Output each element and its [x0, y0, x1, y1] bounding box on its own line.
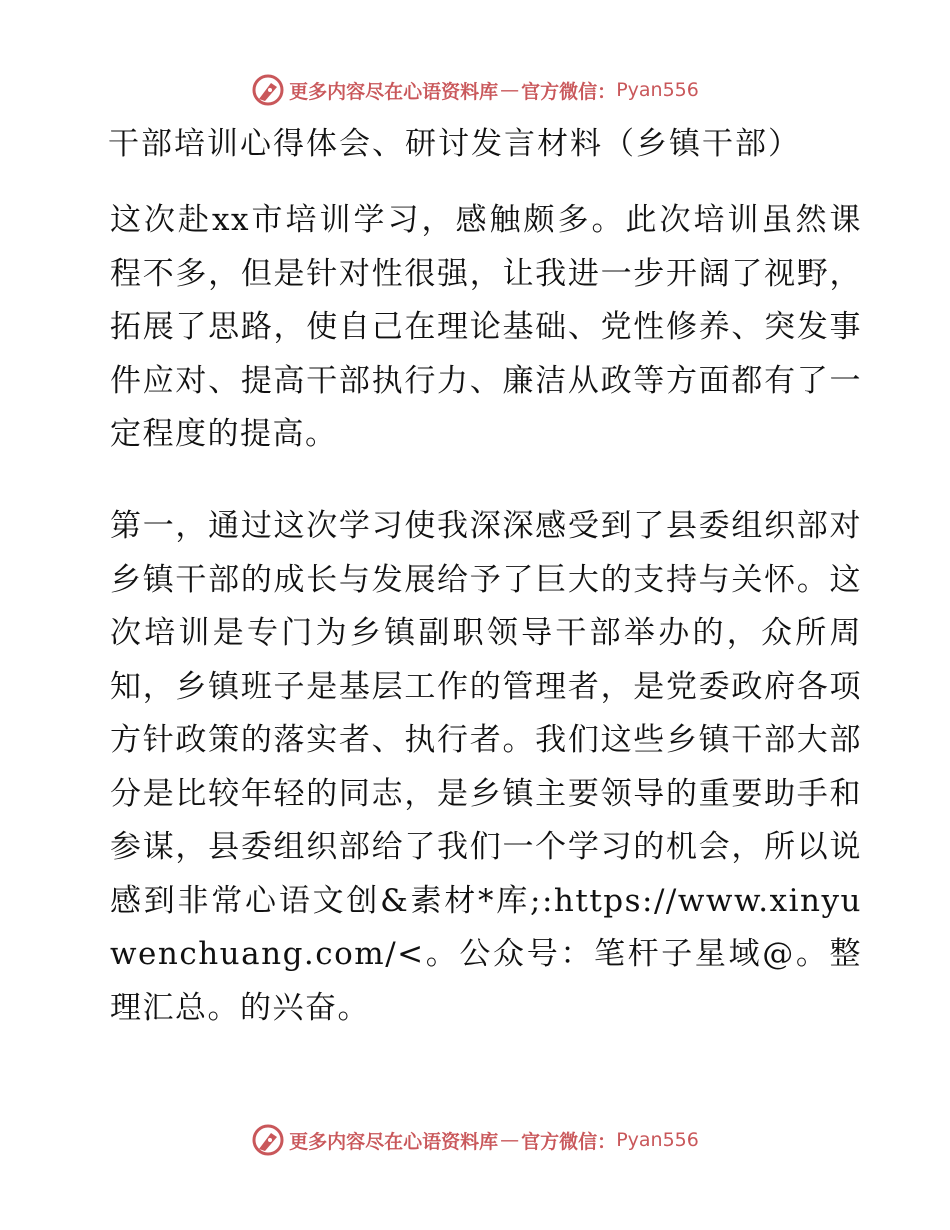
- document-title: 干部培训心得体会、研讨发言材料（乡镇干部）: [108, 126, 801, 162]
- watermark-label: 官方微信：: [521, 80, 617, 103]
- header-watermark: [0, 70, 950, 110]
- watermark-account: Pyan556: [616, 79, 699, 101]
- watermark-text: 更多内容尽在心语资料库: [289, 1130, 499, 1153]
- paragraph-2: 第一，通过这次学习使我深深感受到了县委组织部对乡镇干部的成长与发展给予了巨大的支持与关怀。这次培训是专门为乡镇副职领导干部举办的，众所周知，乡镇班子是基层工作的管理者，是党委政府各项方针政策的落实者、执行者。我们这些乡镇干部大部分是比较年轻的同志，是乡镇主要领导的重要助手和参谋，县委组织部给了我们一个学习的机会，所以说感到非常心语文创&素材*库;:https://www.xinyuwenchuang.com/<。公众号：笔杆子星域@。整理汇总。的兴奋。: [110, 508, 862, 1026]
- pen-nib-logo-icon: [251, 1123, 285, 1157]
- watermark-account: Pyan556: [616, 1129, 699, 1151]
- watermark-label: 官方微信：: [521, 1130, 617, 1153]
- watermark-dash: —: [500, 79, 520, 101]
- watermark-text: 更多内容尽在心语资料库: [289, 80, 499, 103]
- footer-watermark: [0, 1120, 950, 1160]
- pen-nib-logo-icon: [251, 73, 285, 107]
- paragraph-1: 这次赴xx市培训学习，感触颇多。此次培训虽然课程不多，但是针对性很强，让我进一步开阔了视野，拓展了思路，使自己在理论基础、党性修养、突发事件应对、提高干部执行力、廉洁从政等方面都有了一定程度的提高。: [110, 202, 862, 452]
- watermark-dash: —: [500, 1129, 520, 1151]
